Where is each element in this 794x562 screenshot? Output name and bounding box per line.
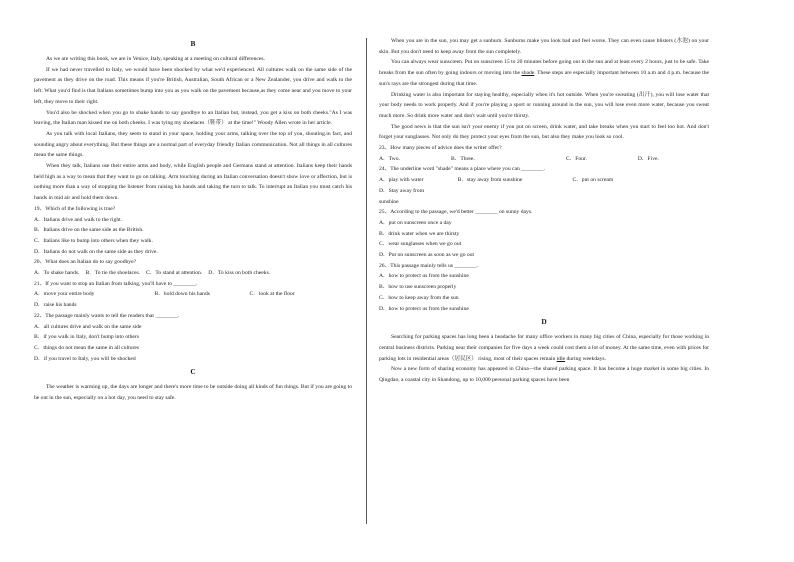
q19-option-d[interactable]: D．Italians do not walk on the same side as they drive. (34, 248, 158, 255)
q24-option-b[interactable]: B．stay away from sunshine (457, 177, 523, 184)
q21-option-b[interactable]: B．hold down his hands (154, 291, 210, 298)
b-paragraph-1: As we are writing this book, we are in Venice, Italy, speaking at a meeting on cultural differences. (46, 56, 265, 62)
c-paragraph-4: Drinking water is also important for staying healthy, especially when it's hot outside. When you're sweating (出汗), you will lose water that your body needs to work properly. And if you're playing a sport or running around in the sun, you will lose even more water, because you sweat much more. So drink more water and don't wait until you're thirsty. (379, 91, 709, 119)
q21-option-d[interactable]: D．raise his hands (34, 302, 77, 309)
question-22: 22、The passage mainly wants to tell the readers that ________. (34, 312, 180, 319)
q21-option-a[interactable]: A．move your entire body (34, 291, 95, 298)
q19-option-c[interactable]: C．Italians like to bump into others when they walk. (34, 237, 153, 244)
right-column (379, 36, 709, 386)
q24-option-d[interactable]: D．Stay away from sunshine (379, 187, 425, 205)
question-26: 26、This passage mainly tells us ________. (379, 262, 479, 269)
q23-option-c[interactable]: C．Four. (565, 155, 587, 162)
question-19-options (34, 215, 352, 258)
left-column (34, 36, 352, 404)
question-25-options (379, 218, 709, 261)
c-paragraph-3 (379, 57, 709, 89)
q23-option-a[interactable]: A．Two. (379, 155, 400, 162)
q20-option-c[interactable]: C．To stand at attention. (146, 270, 203, 277)
question-26-options (379, 271, 709, 314)
q26-option-c[interactable]: C．how to keep away from the sun (379, 294, 459, 301)
section-b-title: B (190, 39, 196, 48)
question-24-options (379, 175, 709, 207)
underlined-word-idle: idle (556, 355, 566, 362)
section-d-title: D (541, 317, 547, 327)
question-19: 19、Which of the following is true? (34, 205, 116, 212)
question-25: 25、According to the passage, we'd better ________ on sunny days. (379, 209, 533, 216)
b-paragraph-4: As you talk with local Italians, they seem to stand in your space, holding your arms, talking over the top of you, shouting.in fact, and sounding angry about everything. But these things are a normal part of everyday friendly Italian communication. Not all things in all cultures mean the same things. (34, 130, 352, 159)
b-paragraph-3: You'd also be shocked when you go to shake hands to say goodbye to an Italian but, instead, you get a kiss on both cheeks."As I was leaving, the Italian man kissed me on both cheeks. I was tying my shoelaces（鞋带） at the time!" Woody Allen wrote in her article. (34, 109, 352, 127)
underlined-word-shade: shade (521, 70, 535, 77)
d-paragraph-2: Now a new form of sharing economy has appeared in China—the shared parking space. It has become a huge market in some big cities. In Qingdao, a coastal city in Shandong, up to 10,000 personal parking spaces have been (379, 366, 709, 384)
q26-option-d[interactable]: D．how to protect us from the sunshine (379, 305, 469, 312)
q23-option-b[interactable]: B．Three. (451, 155, 475, 162)
q21-option-c[interactable]: C．look at the floor (249, 291, 295, 298)
q19-option-a[interactable]: A．Italians drive and walk to the right. (34, 216, 123, 223)
q25-option-c[interactable]: C．wear sunglasses when we go out (379, 241, 462, 248)
question-21: 21、If you want to stop an Italian from talking, you'll have to ________. (34, 280, 198, 287)
question-23-options (379, 154, 709, 165)
q26-option-a[interactable]: A．how to protect us from the sunshine (379, 273, 469, 280)
q19-option-b[interactable]: B．Italians drive on the same side as the British. (34, 227, 144, 234)
q20-option-d[interactable]: D．To kiss on both cheeks. (208, 270, 271, 277)
q25-option-d[interactable]: D．Put on sunscreen as soon as we go out (379, 252, 475, 259)
q24-option-a[interactable]: A．play with water (379, 177, 424, 184)
b-paragraph-5: When they talk, Italians use their entire arms and body, while English people and Germans stand at attention. Italians keep their hands held high as a way to mean that they want to go on talking. Arm touching during an Italian conversation doesn't show love or affection, but is nothing more than a way of stopping the listener from raising his hands and taking the turn to talk. To interrupt an Italian you must catch his hands in mid air and hold them down. (34, 163, 352, 202)
c-paragraph-5: The good news is that the sun isn't your enemy if you put on screen, drink water, and take breaks when you start to feel too hot. And don't forget your sunglasses. Not only do they protect your eyes from the sun, but also they make you look so cool. (379, 123, 709, 141)
c-paragraph-3-end: . These steps are especially important between 10 a.m and 4 p.m. because the sun's rays are the strongest during that time. (379, 70, 710, 87)
q22-option-c[interactable]: C．things do not mean the same in all cultures (34, 344, 140, 351)
question-24: 24、The underline word "shade" means a place where you can ________. (379, 166, 545, 173)
d-paragraph-1-start: Searching for parking spaces has long been a headache for many office workers in many big cities of China, especially for those working in central business districts. Parking near their companies for five days a week could cost them a lot of money. At the same time, even with prices for parking lots in residential areas（居民区） rising, most of their spaces remain (379, 334, 709, 362)
q22-option-d[interactable]: D．if you travel to Italy, you will be shocked (34, 355, 136, 362)
d-paragraph-1 (379, 332, 709, 364)
b-paragraph-2: If we had never travelled to Italy, we would have been shocked by what we'd experienced. All cultures walk on the same side of the pavement as they drive on the road. This means if you're British, Australian, South African or a New Zealander, you drive and walk to the left. What you'd find is that Italians sometimes bump into you as you walk on the pavement because,as they come near and you move to your left, they move to their right. (34, 66, 352, 105)
question-23: 23、How many pieces of advice does the writer offer? (379, 145, 502, 152)
q20-option-a[interactable]: A．To shake hands. (34, 270, 80, 277)
q22-option-b[interactable]: B．if you walk in Italy, don't bump into others (34, 334, 139, 341)
d-paragraph-1-end: during weekdays. (565, 355, 606, 362)
q23-option-d[interactable]: D．Five. (637, 155, 659, 162)
q20-option-b[interactable]: B．To tie the shoelaces. (85, 270, 141, 277)
q24-option-c[interactable]: C．put on scream (572, 177, 614, 184)
column-divider (366, 38, 367, 524)
question-22-options (34, 322, 352, 365)
c-paragraph-1: The weather is warming up, the days are longer and there's more time to be outside doing all kinds of fun things. But if you are going to be out in the sun, especially on a hot day, you need to stay safe. (34, 384, 352, 402)
question-21-options (34, 289, 352, 310)
c-paragraph-3-start: You can always wear sunscreen. Put on sunscreen 15 to 20 minutes before going out in the sun and at least every 2 hours, just to be safe. Take breaks from the sun often by going indoors or moving into the (379, 59, 709, 77)
question-20: 20、What does an Italian do to say goodbye? (34, 259, 137, 266)
q25-option-b[interactable]: B．drink water when we are thirsty (379, 230, 460, 237)
question-20-options (34, 268, 352, 279)
c-paragraph-2: When you are in the sun, you may get a sunburn. Sunburns make you look bad and feel worse. They can even cause blisters (水泡) on your skin. But you don't need to keep away from the sun completely. (379, 38, 709, 55)
q26-option-b[interactable]: B．how to use sunscreen properly (379, 284, 457, 291)
section-c-title: C (190, 367, 196, 377)
q22-option-a[interactable]: A．all cultures drive and walk on the same side (34, 323, 142, 330)
q25-option-a[interactable]: A．put on sunscreen once a day (379, 219, 452, 226)
